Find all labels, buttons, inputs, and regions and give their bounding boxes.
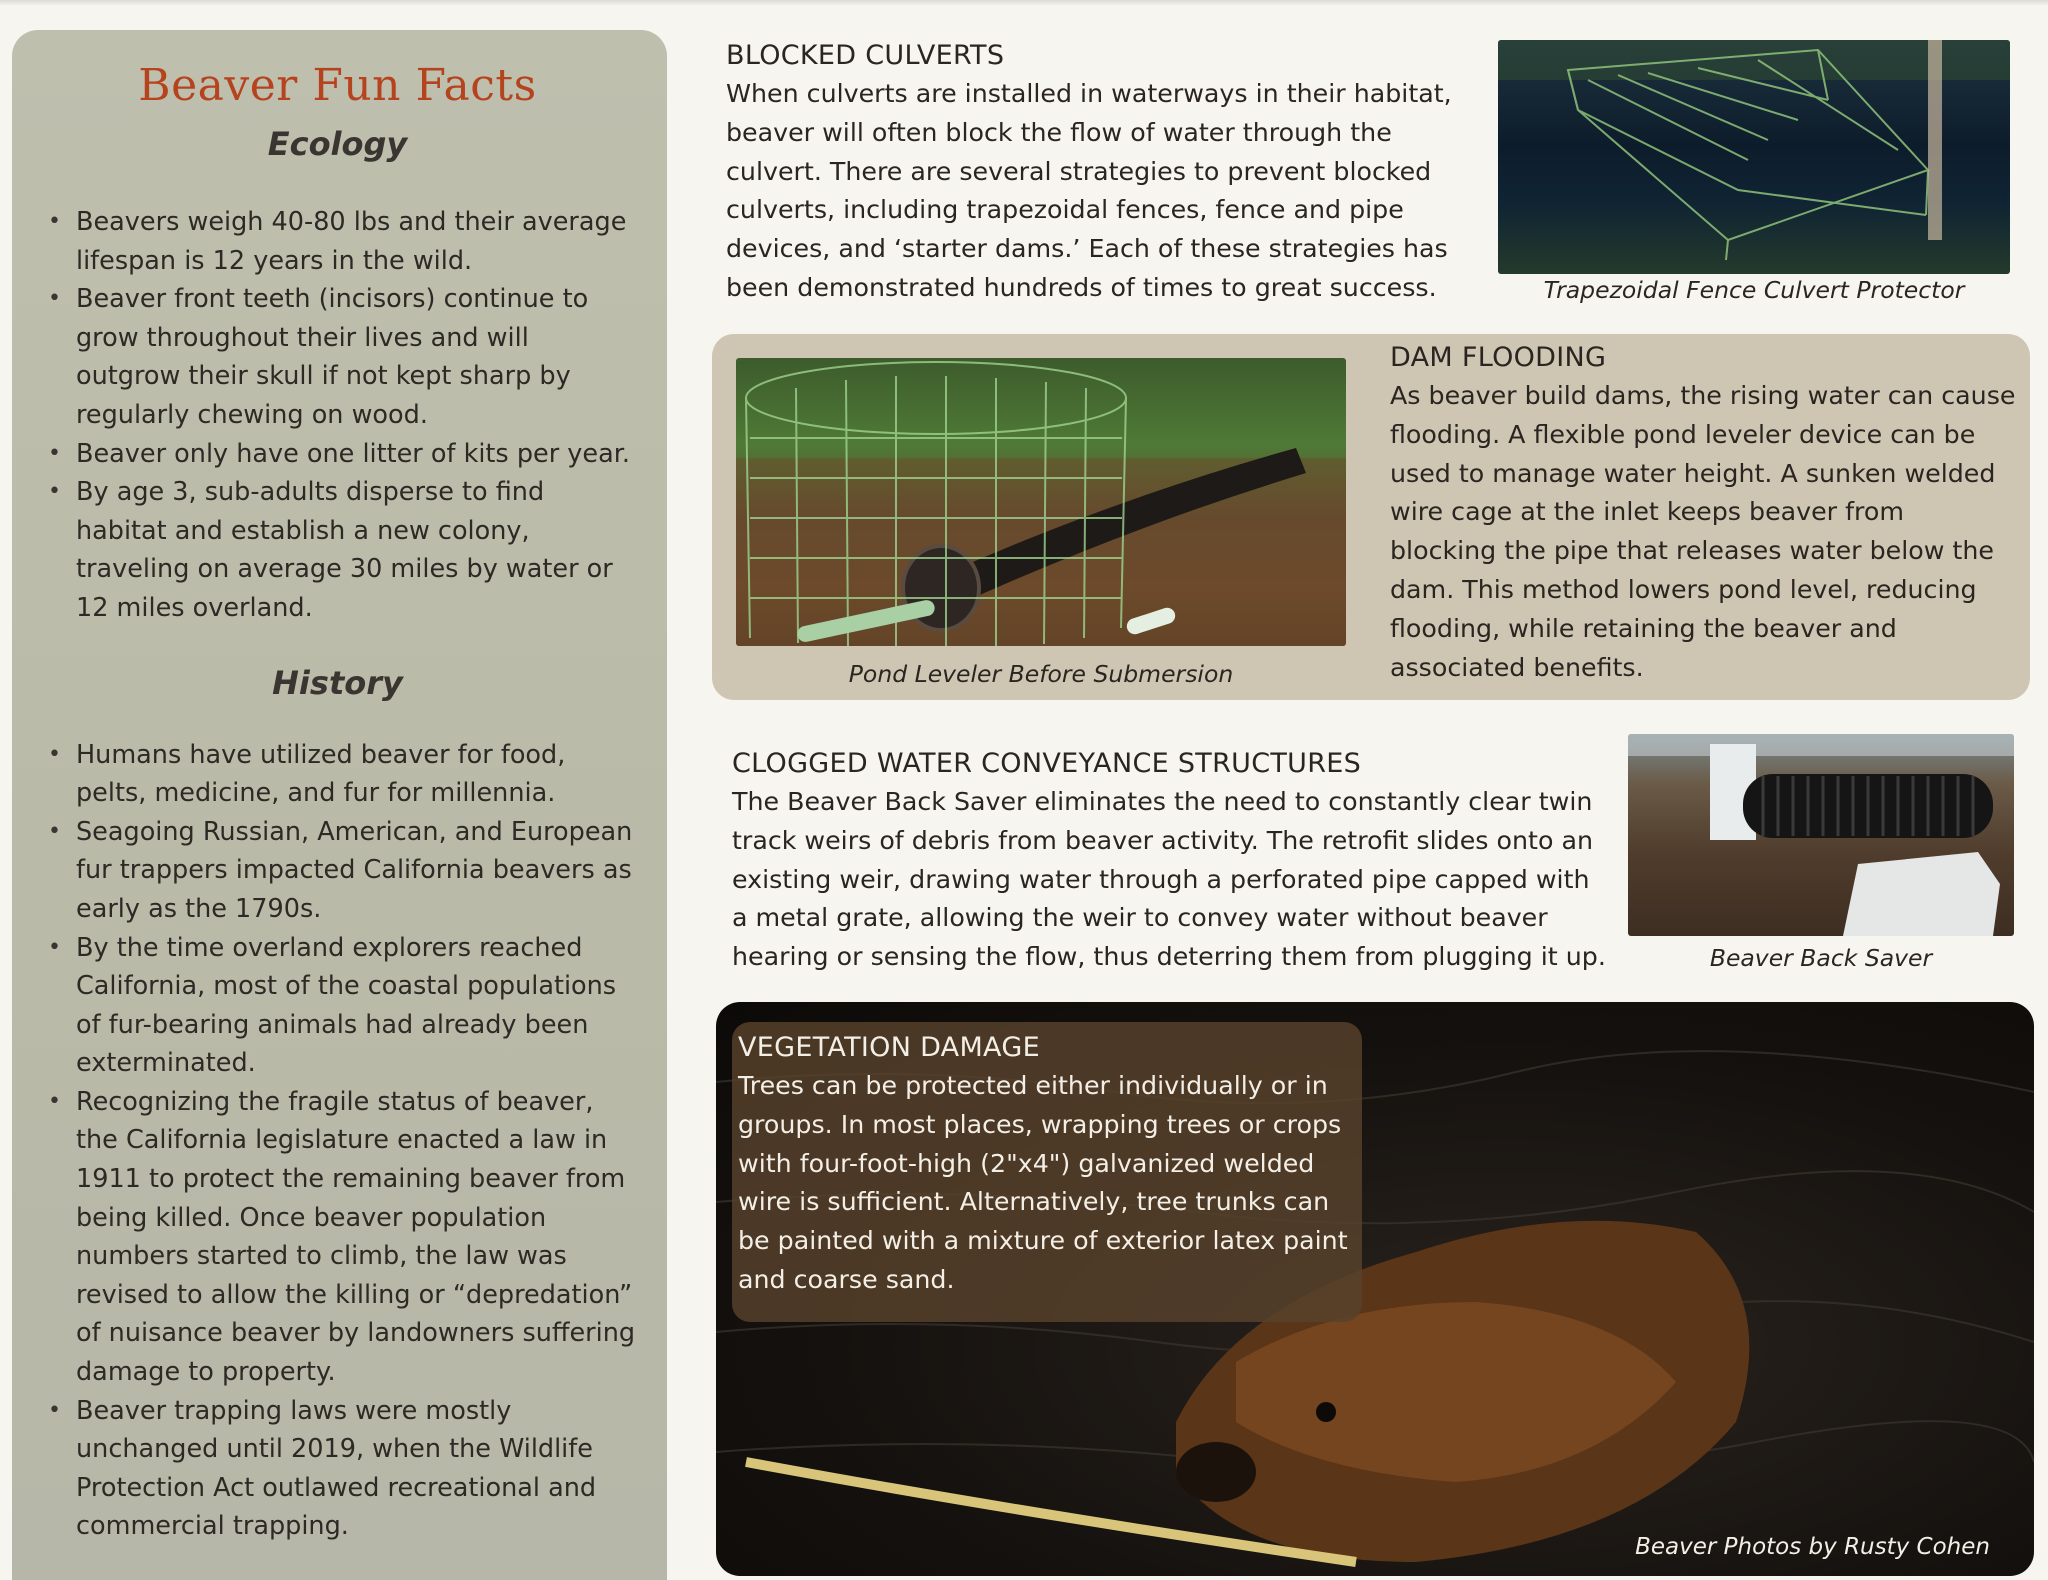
list-item: • Beaver only have one litter of kits per year. [46,435,641,474]
trapezoidal-fence-photo [1498,40,2010,274]
vegetation-damage-section [738,1032,1358,1300]
blocked-culverts-section [726,40,1456,308]
history-fact-list [46,736,641,1546]
pond-leveler-caption: Pond Leveler Before Submersion [848,660,1234,688]
blocked-culverts-title: BLOCKED CULVERTS [726,40,1005,71]
clogged-structures-body: The Beaver Back Saver eliminates the need to constantly clear twin track weirs of debris from beaver activity. The retrofit slides onto an existing weir, drawing water through a perforated pipe capped with a metal grate, allowing the weir to convey water without beaver hearing or sensing the flow, thus deterring them from plugging it up. [732,787,1606,972]
ecology-fact-list [46,203,641,628]
list-item: • By the time overland explorers reached California, most of the coastal populations of fur-bearing animals had already been exterminated. [46,929,641,1083]
fence-illustration [1498,40,2010,274]
fun-facts-panel [12,30,667,1580]
history-heading: History [272,663,403,702]
list-item: • Humans have utilized beaver for food, pelts, medicine, and fur for millennia. [46,736,641,813]
list-item: • Recognizing the fragile status of beaver, the California legislature enacted a law in 1911 to protect the remaining beaver from being killed. Once beaver population numbers started to climb, the law was revised to allow the killing or “depredation” of nuisance beaver by landowners suffering damage to property. [46,1083,641,1392]
vegetation-damage-title: VEGETATION DAMAGE [738,1032,1040,1063]
photo-credit: Beaver Photos by Rusty Cohen [1635,1534,1990,1560]
beaver-back-saver-photo [1628,734,2014,936]
fun-facts-title: Beaver Fun Facts [138,60,537,111]
pond-leveler-photo [736,358,1346,646]
list-item: • Seagoing Russian, American, and European fur trappers impacted California beavers as early as the 1790s. [46,813,641,929]
back-saver-illustration [1628,734,2014,936]
list-item: • By age 3, sub-adults disperse to find habitat and establish a new colony, traveling on average 30 miles by water or 12 miles overland. [46,473,641,627]
list-item: • Beavers weigh 40-80 lbs and their average lifespan is 12 years in the wild. [46,203,641,280]
vegetation-damage-body: Trees can be protected either individually or in groups. In most places, wrapping trees or crops with four-foot-high (2"x4") galvanized welded wire is sufficient. Alternatively, tree trunks can be painted with a mixture of exterior latex paint and coarse sand. [738,1071,1348,1294]
clogged-structures-title: CLOGGED WATER CONVEYANCE STRUCTURES [732,748,1362,779]
top-rule [0,0,2048,6]
pond-leveler-illustration [736,358,1346,646]
clogged-structures-section [732,748,1612,977]
dam-flooding-section [1390,342,2018,687]
dam-flooding-body: As beaver build dams, the rising water can cause flooding. A flexible pond leveler device can be used to manage water height. A sunken welded wire cage at the inlet keeps beaver from blocking the pipe that releases water below the dam. This method lowers pond level, reducing flooding, while retaining the beaver and associated benefits. [1390,381,2016,682]
dam-flooding-title: DAM FLOODING [1390,342,1607,373]
beaver-back-saver-caption: Beaver Back Saver [1709,944,1933,972]
blocked-culverts-body: When culverts are installed in waterways in their habitat, beaver will often block the flow of water through the culvert. There are several strategies to prevent blocked culverts, including trapezoidal fences, fence and pipe devices, and ‘starter dams.’ Each of these strategies has been demonstrated hundreds of times to great success. [726,79,1452,302]
list-item: • Beaver trapping laws were mostly unchanged until 2019, when the Wildlife Protection Act outlawed recreational and commercial trapping. [46,1392,641,1546]
ecology-heading: Ecology [267,125,408,163]
list-item: • Beaver front teeth (incisors) continue to grow throughout their lives and will outgrow their skull if not kept sharp by regularly chewing on wood. [46,280,641,434]
trapezoidal-fence-caption: Trapezoidal Fence Culvert Protector [1543,276,1965,304]
